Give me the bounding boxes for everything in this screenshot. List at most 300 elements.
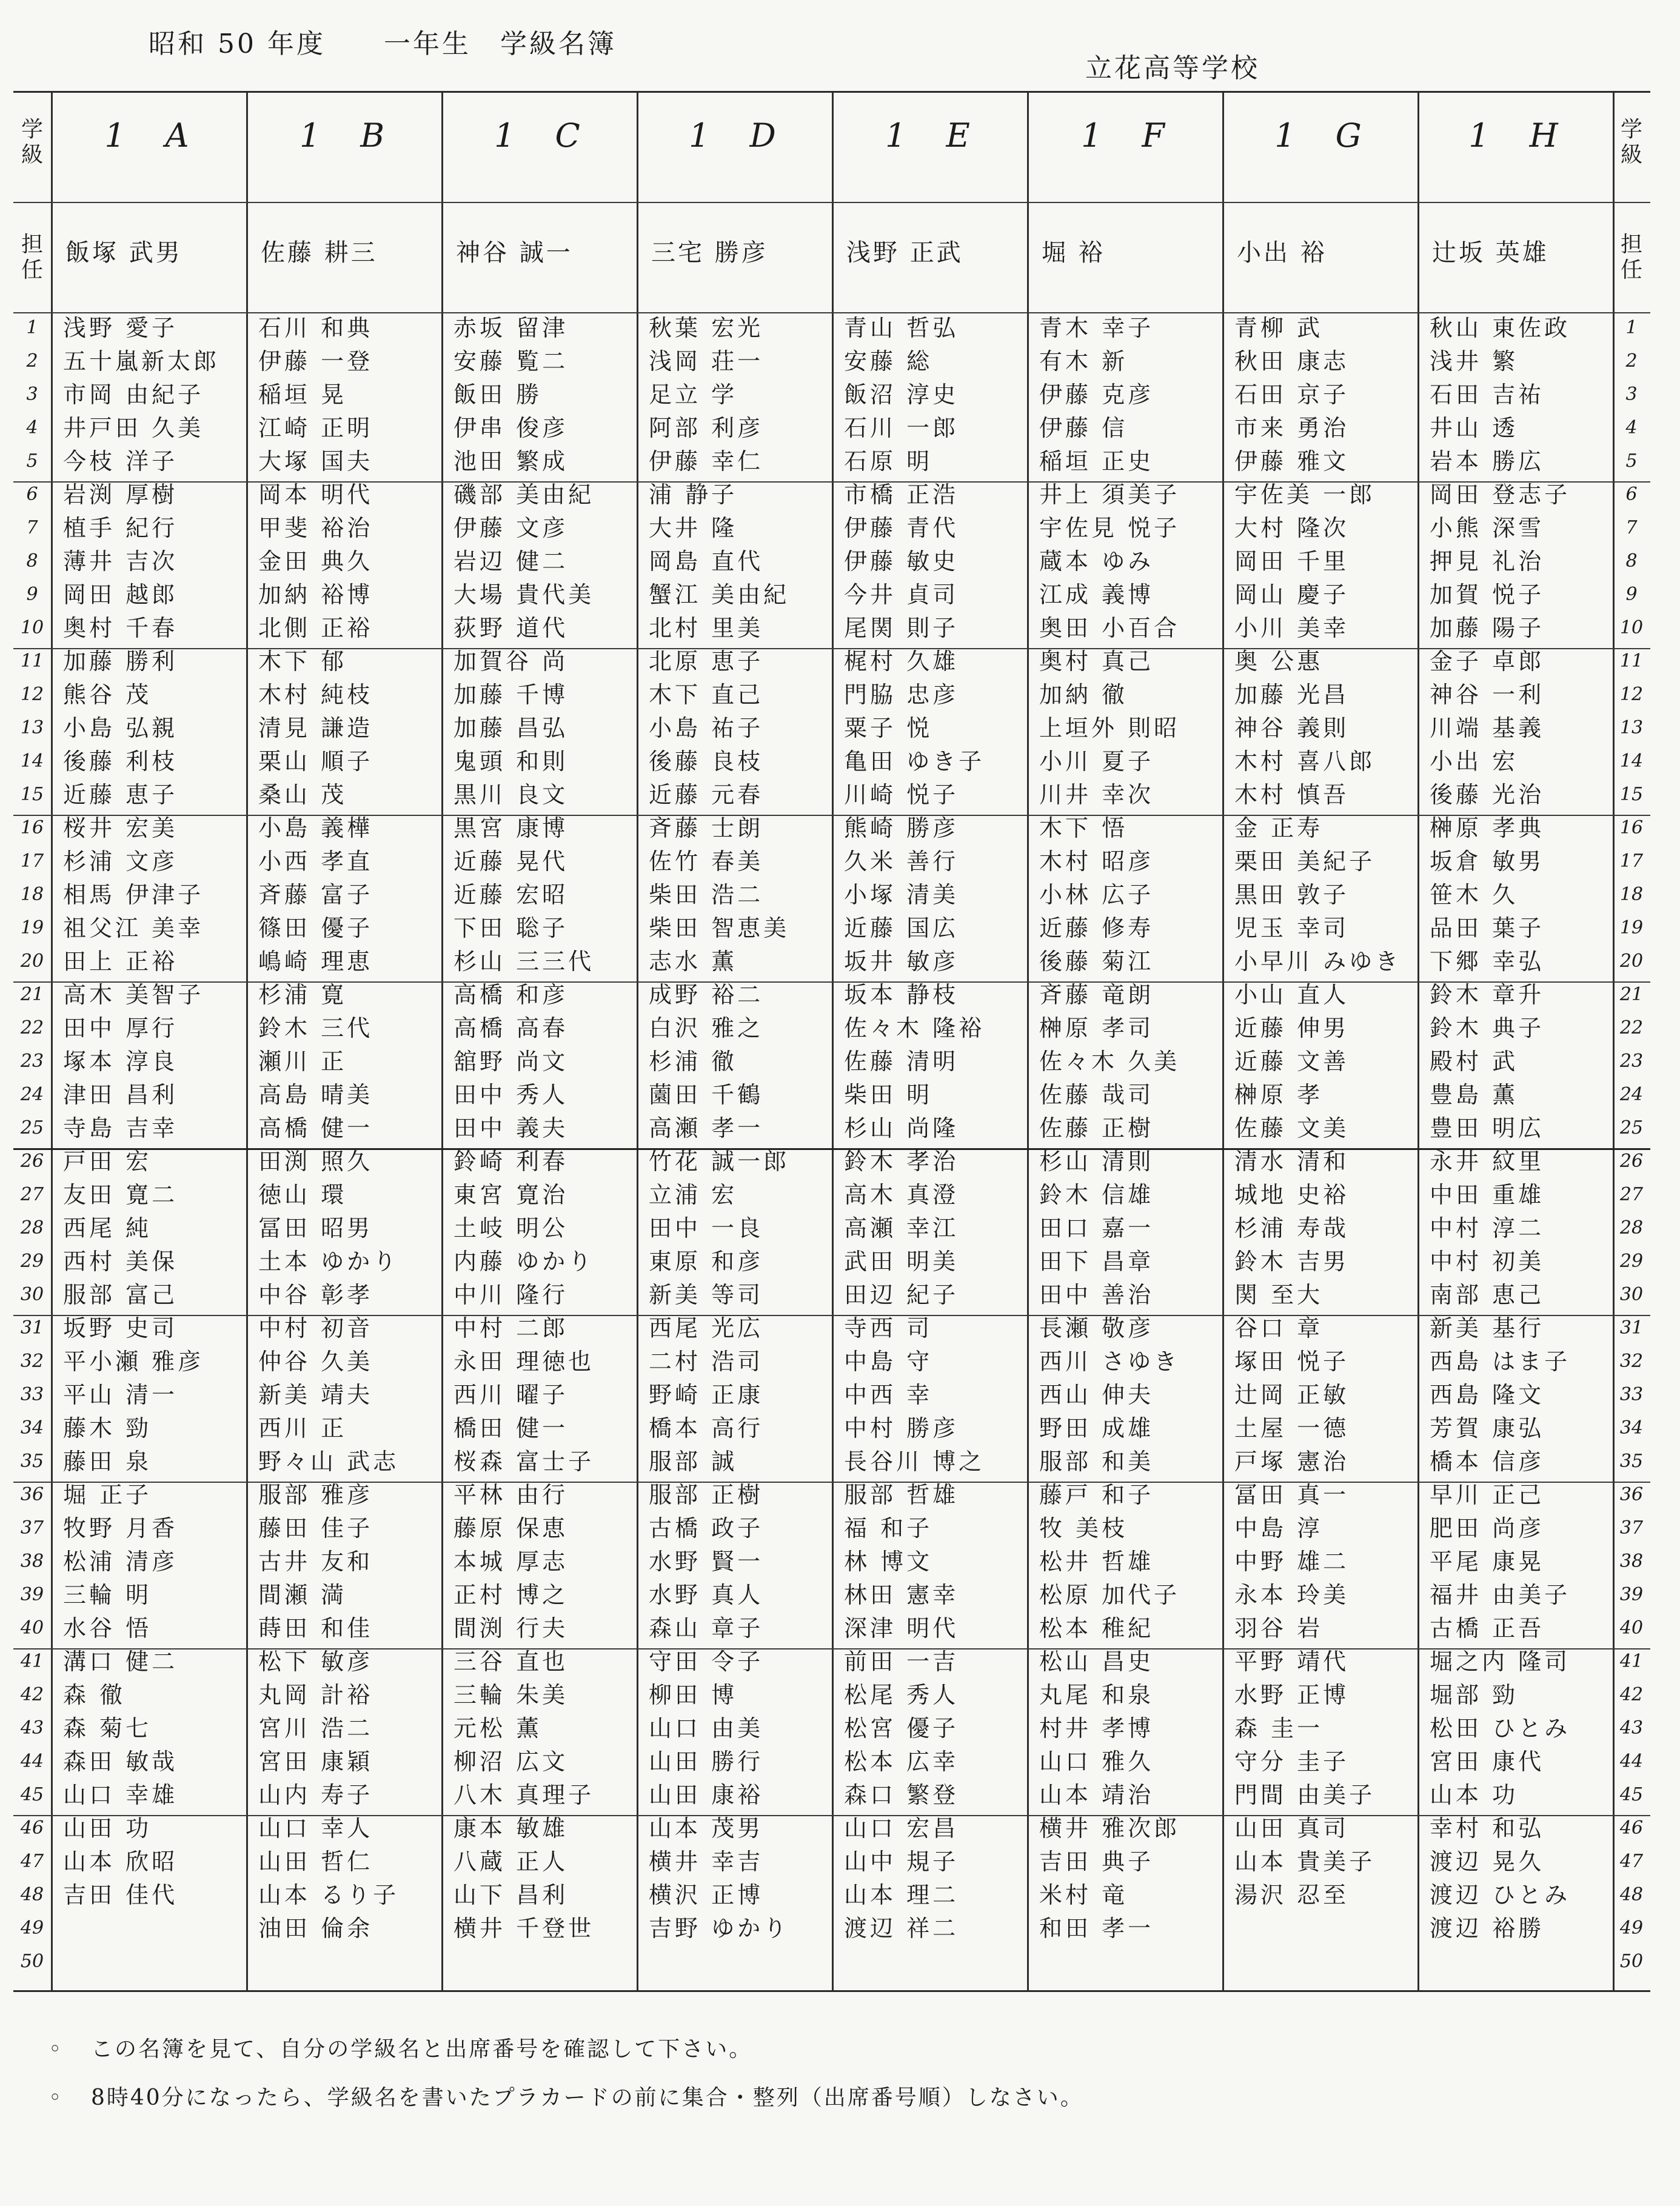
student-name: 吉田 佳代 [63, 1882, 178, 1908]
student-name: 近藤 宏昭 [453, 881, 569, 908]
student-name: 肥田 尚彦 [1430, 1515, 1545, 1542]
student-name: 今枝 洋子 [63, 448, 178, 475]
student-name: 小熊 深雪 [1430, 515, 1545, 541]
seat-number: 30 [20, 1284, 44, 1305]
student-name: 中島 淳 [1234, 1515, 1324, 1542]
seat-number: 48 [20, 1884, 44, 1905]
seat-number: 45 [1619, 1784, 1644, 1805]
seat-number: 9 [1625, 584, 1638, 605]
seat-number: 17 [20, 851, 44, 872]
student-name: 佐藤 文美 [1234, 1115, 1350, 1141]
student-name: 藤原 保恵 [453, 1515, 569, 1542]
class-header-label: 学級 [21, 117, 43, 167]
class-column [637, 93, 832, 1990]
seat-number: 25 [1619, 1117, 1644, 1138]
student-name: 康本 敏雄 [453, 1815, 569, 1842]
student-name: 熊崎 勝彦 [844, 815, 959, 841]
student-name: 松本 広幸 [844, 1748, 959, 1775]
teacher-header-label: 担任 [1620, 232, 1642, 282]
student-name: 亀田 ゆき子 [844, 748, 985, 775]
student-name: 野々山 武志 [258, 1448, 400, 1475]
student-name: 岩本 勝広 [1430, 448, 1545, 475]
student-name: 篠田 優子 [258, 915, 373, 941]
student-name: 宇佐美 一郎 [1234, 481, 1376, 508]
seat-number: 43 [20, 1717, 44, 1739]
student-name: 松田 ひとみ [1430, 1715, 1571, 1742]
student-name: 加藤 光昌 [1234, 681, 1350, 708]
student-name: 桜森 富士子 [453, 1448, 595, 1475]
seat-number: 41 [20, 1651, 44, 1672]
student-name: 大場 貴代美 [453, 581, 595, 608]
student-name: 守分 圭子 [1234, 1748, 1350, 1775]
student-name: 梶村 久雄 [844, 648, 959, 675]
seat-number: 16 [1619, 817, 1644, 838]
seat-number: 44 [20, 1751, 44, 1772]
student-name: 加賀 悦子 [1430, 581, 1545, 608]
student-name: 安藤 覧二 [453, 348, 569, 375]
seat-number: 11 [1619, 650, 1644, 672]
student-name: 森 圭一 [1234, 1715, 1324, 1742]
seat-number: 13 [20, 717, 44, 738]
student-name: 油田 倫余 [258, 1915, 373, 1942]
seat-number: 5 [26, 450, 38, 472]
student-name: 大村 隆次 [1234, 515, 1350, 541]
student-name: 山口 雅久 [1039, 1748, 1154, 1775]
seat-number: 46 [20, 1817, 44, 1839]
instruction-note-1: ◦ この名簿を見て、自分の学級名と出席番号を確認して下さい。 [49, 2037, 753, 2062]
student-name: 黒川 良文 [453, 781, 569, 808]
student-name: 東宮 寛治 [453, 1182, 569, 1208]
student-name: 岡島 直代 [649, 548, 764, 575]
seat-number: 35 [1619, 1451, 1644, 1472]
student-name: 西島 はま子 [1430, 1348, 1571, 1375]
student-name: 鈴崎 利春 [453, 1148, 569, 1175]
seat-number: 28 [1619, 1217, 1644, 1238]
student-name: 秋田 康志 [1234, 348, 1350, 375]
seat-number: 18 [20, 884, 44, 905]
student-name: 土本 ゆかり [258, 1248, 400, 1275]
seat-number: 38 [20, 1551, 44, 1572]
seat-number: 28 [20, 1217, 44, 1238]
student-name: 岡田 越郎 [63, 581, 178, 608]
student-name: 新美 等司 [649, 1282, 764, 1308]
student-name: 寺西 司 [844, 1315, 933, 1342]
student-name: 門脇 忠彦 [844, 681, 959, 708]
homeroom-teacher: 浅野 正武 [846, 239, 963, 267]
seat-number: 22 [20, 1017, 44, 1038]
student-name: 水野 賢一 [649, 1548, 764, 1575]
student-name: 佐竹 春美 [649, 848, 764, 875]
student-name: 高島 晴美 [258, 1081, 373, 1108]
note-text: 8時40分になったら、学級名を書いたプラカードの前に集合・整列（出席番号順）しなさい。 [91, 2085, 1084, 2110]
homeroom-teacher: 飯塚 武男 [65, 239, 182, 267]
student-name: 神谷 一利 [1430, 681, 1545, 708]
student-name: 谷口 章 [1234, 1315, 1324, 1342]
student-name: 坂野 史司 [63, 1315, 178, 1342]
student-name: 川端 基義 [1430, 715, 1545, 741]
student-name: 森口 繁登 [844, 1782, 959, 1808]
student-name: 橋本 信彦 [1430, 1448, 1545, 1475]
student-name: 新美 靖夫 [258, 1382, 373, 1408]
student-name: 飯沼 淳史 [844, 381, 959, 408]
seat-number: 10 [1619, 617, 1644, 638]
seat-number: 3 [1625, 384, 1638, 405]
student-name: 石川 和典 [258, 315, 373, 341]
student-name: 冨田 昭男 [258, 1215, 373, 1242]
seat-number: 43 [1619, 1717, 1644, 1739]
student-name: 柳沼 広文 [453, 1748, 569, 1775]
seat-number: 20 [1619, 951, 1644, 972]
student-name: 金田 典久 [258, 548, 373, 575]
student-name: 瀬川 正 [258, 1048, 347, 1075]
student-name: 後藤 光治 [1430, 781, 1545, 808]
student-name: 佐藤 哉司 [1039, 1081, 1154, 1108]
seat-number: 4 [1625, 417, 1638, 438]
student-name: 宮田 康穎 [258, 1748, 373, 1775]
seat-number: 26 [20, 1151, 44, 1172]
student-name: 児玉 幸司 [1234, 915, 1350, 941]
student-name: 長瀬 敬彦 [1039, 1315, 1154, 1342]
seat-number: 33 [20, 1384, 44, 1405]
student-name: 小島 祐子 [649, 715, 764, 741]
seat-number: 6 [26, 484, 38, 505]
student-name: 門間 由美子 [1234, 1782, 1376, 1808]
seat-number: 1 [1625, 317, 1638, 338]
student-name: 宇佐見 悦子 [1039, 515, 1180, 541]
student-name: 加納 裕博 [258, 581, 373, 608]
student-name: 中村 二郎 [453, 1315, 569, 1342]
student-name: 藤田 佳子 [258, 1515, 373, 1542]
seat-number: 3 [26, 384, 38, 405]
seat-number: 40 [1619, 1617, 1644, 1639]
student-name: 押見 礼治 [1430, 548, 1545, 575]
seat-number: 34 [20, 1417, 44, 1439]
student-name: 伊串 俊彦 [453, 415, 569, 441]
student-name: 溝口 健二 [63, 1648, 178, 1675]
student-name: 木下 悟 [1039, 815, 1128, 841]
class-label: 1 G [1274, 116, 1365, 155]
student-name: 鈴木 典子 [1430, 1015, 1545, 1041]
student-name: 杉山 三三代 [453, 948, 595, 975]
student-name: 土岐 明公 [453, 1215, 569, 1242]
student-name: 佐藤 正樹 [1039, 1115, 1154, 1141]
seat-number: 27 [1619, 1184, 1644, 1205]
student-name: 坂井 敏彦 [844, 948, 959, 975]
student-name: 辻岡 正敏 [1234, 1382, 1350, 1408]
student-name: 杉山 清則 [1039, 1148, 1154, 1175]
student-name: 寺島 吉幸 [63, 1115, 178, 1141]
student-name: 中西 幸 [844, 1382, 933, 1408]
roster-title: 昭和 50 年度 一年生 学級名簿 [149, 28, 617, 59]
student-name: 宮川 浩二 [258, 1715, 373, 1742]
class-column [1417, 93, 1613, 1990]
student-name: 伊藤 幸仁 [649, 448, 764, 475]
student-name: 中村 初美 [1430, 1248, 1545, 1275]
class-column [51, 93, 246, 1990]
seat-number: 47 [20, 1851, 44, 1872]
student-name: 平山 清一 [63, 1382, 178, 1408]
student-name: 坂本 静枝 [844, 981, 959, 1008]
student-name: 柳田 博 [649, 1682, 738, 1708]
student-name: 横沢 正博 [649, 1882, 764, 1908]
student-name: 北側 正裕 [258, 615, 373, 641]
seat-number: 44 [1619, 1751, 1644, 1772]
student-name: 杉浦 文彦 [63, 848, 178, 875]
seat-number: 2 [1625, 350, 1638, 372]
student-name: 栗田 美紀子 [1234, 848, 1376, 875]
student-name: 永田 理徳也 [453, 1348, 595, 1375]
class-label: 1 F [1081, 116, 1168, 155]
student-name: 中谷 彰孝 [258, 1282, 373, 1308]
seat-number: 9 [26, 584, 38, 605]
student-name: 坂倉 敏男 [1430, 848, 1545, 875]
student-name: 佐々木 隆裕 [844, 1015, 985, 1041]
student-name: 伊藤 敏史 [844, 548, 959, 575]
student-name: 殿村 武 [1430, 1048, 1519, 1075]
student-name: 荻野 道代 [453, 615, 569, 641]
student-name: 杉浦 寿哉 [1234, 1215, 1350, 1242]
student-name: 加藤 勝利 [63, 648, 178, 675]
homeroom-teacher: 神谷 誠一 [456, 239, 573, 267]
seat-number: 6 [1625, 484, 1638, 505]
class-label: 1 E [885, 116, 974, 155]
student-name: 米村 竜 [1039, 1882, 1128, 1908]
student-name: 山田 勝行 [649, 1748, 764, 1775]
school-name: 立花高等学校 [1085, 53, 1260, 84]
student-name: 永井 紋里 [1430, 1148, 1545, 1175]
class-label: 1 A [104, 116, 193, 155]
class-label: 1 D [689, 116, 780, 155]
student-name: 西尾 光広 [649, 1315, 764, 1342]
student-name: 水野 真人 [649, 1582, 764, 1608]
class-roster-table [13, 91, 1650, 1992]
student-name: 高橋 高春 [453, 1015, 569, 1041]
student-name: 柴田 智恵美 [649, 915, 790, 941]
student-name: 宮田 康代 [1430, 1748, 1545, 1775]
student-name: 相馬 伊津子 [63, 881, 204, 908]
student-name: 斉藤 富子 [258, 881, 373, 908]
student-name: 横井 雅次郎 [1039, 1815, 1180, 1842]
student-name: 田辺 紀子 [844, 1282, 959, 1308]
student-name: 鈴木 章升 [1430, 981, 1545, 1008]
student-name: 山本 理二 [844, 1882, 959, 1908]
seat-number: 34 [1619, 1417, 1644, 1439]
student-name: 白沢 雅之 [649, 1015, 764, 1041]
seat-number: 23 [20, 1051, 44, 1072]
student-name: 中島 守 [844, 1348, 933, 1375]
student-name: 木下 直己 [649, 681, 764, 708]
student-name: 岡本 明代 [258, 481, 373, 508]
student-name: 内藤 ゆかり [453, 1248, 595, 1275]
student-name: 田渕 照久 [258, 1148, 373, 1175]
student-name: 木村 慎吾 [1234, 781, 1350, 808]
student-name: 五十嵐新太郎 [63, 348, 220, 375]
student-name: 伊藤 信 [1039, 415, 1128, 441]
student-name: 山田 哲仁 [258, 1848, 373, 1875]
student-name: 青山 哲弘 [844, 315, 959, 341]
student-name: 秋葉 宏光 [649, 315, 764, 341]
student-name: 幸村 和弘 [1430, 1815, 1545, 1842]
seat-number: 42 [1619, 1684, 1644, 1705]
student-name: 上垣外 則昭 [1039, 715, 1180, 741]
student-name: 関 至大 [1234, 1282, 1324, 1308]
student-name: 松下 敏彦 [258, 1648, 373, 1675]
student-name: 小島 弘親 [63, 715, 178, 741]
seat-number: 49 [1619, 1917, 1644, 1939]
student-name: 豊島 薫 [1430, 1081, 1519, 1108]
seat-number: 15 [1619, 784, 1644, 805]
student-name: 木村 喜八郎 [1234, 748, 1376, 775]
student-name: 杉浦 寛 [258, 981, 347, 1008]
seat-number: 29 [20, 1251, 44, 1272]
student-name: 桜井 宏美 [63, 815, 178, 841]
student-name: 近藤 国広 [844, 915, 959, 941]
student-name: 山口 宏昌 [844, 1815, 959, 1842]
seat-number: 33 [1619, 1384, 1644, 1405]
student-name: 八木 真理子 [453, 1782, 595, 1808]
seat-number: 16 [20, 817, 44, 838]
student-name: 古橋 正吾 [1430, 1615, 1545, 1642]
student-name: 水野 正博 [1234, 1682, 1350, 1708]
student-name: 渡辺 晃久 [1430, 1848, 1545, 1875]
student-name: 桑山 茂 [258, 781, 347, 808]
class-column [441, 93, 637, 1990]
student-name: 松浦 清彦 [63, 1548, 178, 1575]
student-name: 西島 隆文 [1430, 1382, 1545, 1408]
student-name: 岡田 登志子 [1430, 481, 1571, 508]
student-name: 松尾 秀人 [844, 1682, 959, 1708]
student-name: 前田 一吉 [844, 1648, 959, 1675]
student-name: 浅岡 荘一 [649, 348, 764, 375]
student-name: 森 徹 [63, 1682, 126, 1708]
seat-number: 35 [20, 1451, 44, 1472]
student-name: 赤坂 留津 [453, 315, 569, 341]
student-name: 服部 哲雄 [844, 1482, 959, 1508]
student-name: 高瀬 幸江 [844, 1215, 959, 1242]
student-name: 福 和子 [844, 1515, 933, 1542]
student-name: 佐々木 久美 [1039, 1048, 1180, 1075]
student-name: 鈴木 孝治 [844, 1148, 959, 1175]
student-name: 市岡 由紀子 [63, 381, 204, 408]
student-name: 中野 雄二 [1234, 1548, 1350, 1575]
student-name: 古井 友和 [258, 1548, 373, 1575]
student-name: 津田 昌利 [63, 1081, 178, 1108]
student-name: 伊藤 克彦 [1039, 381, 1154, 408]
student-name: 松井 哲雄 [1039, 1548, 1154, 1575]
student-name: 足立 学 [649, 381, 738, 408]
seat-number: 39 [1619, 1584, 1644, 1605]
student-name: 川井 幸次 [1039, 781, 1154, 808]
student-name: 池田 繁成 [453, 448, 569, 475]
student-name: 伊藤 雅文 [1234, 448, 1350, 475]
seat-number: 14 [1619, 750, 1644, 772]
student-name: 近藤 晃代 [453, 848, 569, 875]
seat-number: 5 [1625, 450, 1638, 472]
student-name: 秋山 東佐政 [1430, 315, 1571, 341]
seat-number: 31 [20, 1317, 44, 1339]
seat-number: 49 [20, 1917, 44, 1939]
seat-number: 39 [20, 1584, 44, 1605]
student-name: 南部 恵己 [1430, 1282, 1545, 1308]
number-column-left [13, 93, 51, 1990]
student-name: 田中 秀人 [453, 1081, 569, 1108]
seat-number: 26 [1619, 1151, 1644, 1172]
student-name: 武田 明美 [844, 1248, 959, 1275]
student-name: 西山 伸夫 [1039, 1382, 1154, 1408]
seat-number: 8 [26, 550, 38, 572]
student-name: 岡田 千里 [1234, 548, 1350, 575]
student-name: 黒田 敦子 [1234, 881, 1350, 908]
seat-number: 8 [1625, 550, 1638, 572]
student-name: 松本 稚紀 [1039, 1615, 1154, 1642]
student-name: 奥村 真己 [1039, 648, 1154, 675]
student-name: 伊藤 一登 [258, 348, 373, 375]
student-name: 奥村 千春 [63, 615, 178, 641]
class-column [246, 93, 441, 1990]
student-name: 東原 和彦 [649, 1248, 764, 1275]
student-name: 山田 功 [63, 1815, 152, 1842]
student-name: 服部 富己 [63, 1282, 178, 1308]
student-name: 塚田 悦子 [1234, 1348, 1350, 1375]
student-name: 鬼頭 和則 [453, 748, 569, 775]
class-column [832, 93, 1027, 1990]
student-name: 稲垣 晃 [258, 381, 347, 408]
student-name: 元松 薫 [453, 1715, 543, 1742]
class-label: 1 B [299, 116, 389, 155]
seat-number: 37 [20, 1517, 44, 1539]
student-name: 西尾 純 [63, 1215, 152, 1242]
student-name: 渡辺 ひとみ [1430, 1882, 1571, 1908]
student-name: 薗田 千鶴 [649, 1081, 764, 1108]
student-name: 長谷川 博之 [844, 1448, 985, 1475]
student-name: 大井 隆 [649, 515, 738, 541]
student-name: 服部 雅彦 [258, 1482, 373, 1508]
student-name: 鈴木 吉男 [1234, 1248, 1350, 1275]
student-name: 高橋 和彦 [453, 981, 569, 1008]
student-name: 北原 恵子 [649, 648, 764, 675]
student-name: 榊原 孝司 [1039, 1015, 1154, 1041]
student-name: 今井 貞司 [844, 581, 959, 608]
student-name: 杉浦 徹 [649, 1048, 738, 1075]
seat-number: 21 [1619, 984, 1644, 1005]
student-name: 中村 勝彦 [844, 1415, 959, 1442]
homeroom-teacher: 三宅 勝彦 [651, 239, 768, 267]
student-name: 山口 幸人 [258, 1815, 373, 1842]
student-name: 戸田 宏 [63, 1148, 152, 1175]
student-name: 間瀬 満 [258, 1582, 347, 1608]
student-name: 藤戸 和子 [1039, 1482, 1154, 1508]
student-name: 近藤 恵子 [63, 781, 178, 808]
student-name: 高木 真澄 [844, 1182, 959, 1208]
student-name: 栗山 順子 [258, 748, 373, 775]
student-name: 後藤 良枝 [649, 748, 764, 775]
student-name: 岡山 慶子 [1234, 581, 1350, 608]
seat-number: 47 [1619, 1851, 1644, 1872]
student-name: 守田 令子 [649, 1648, 764, 1675]
student-name: 堀部 勁 [1430, 1682, 1519, 1708]
student-name: 野田 成雄 [1039, 1415, 1154, 1442]
seat-number: 13 [1619, 717, 1644, 738]
student-name: 岩辺 健二 [453, 548, 569, 575]
student-name: 松山 昌史 [1039, 1648, 1154, 1675]
seat-number: 7 [1625, 517, 1638, 538]
student-name: 熊谷 茂 [63, 681, 152, 708]
student-name: 金 正寿 [1234, 815, 1324, 841]
student-name: 榊原 孝 [1234, 1081, 1324, 1108]
student-name: 丸尾 和泉 [1039, 1682, 1154, 1708]
student-name: 高瀬 孝一 [649, 1115, 764, 1141]
student-name: 後藤 菊江 [1039, 948, 1154, 975]
